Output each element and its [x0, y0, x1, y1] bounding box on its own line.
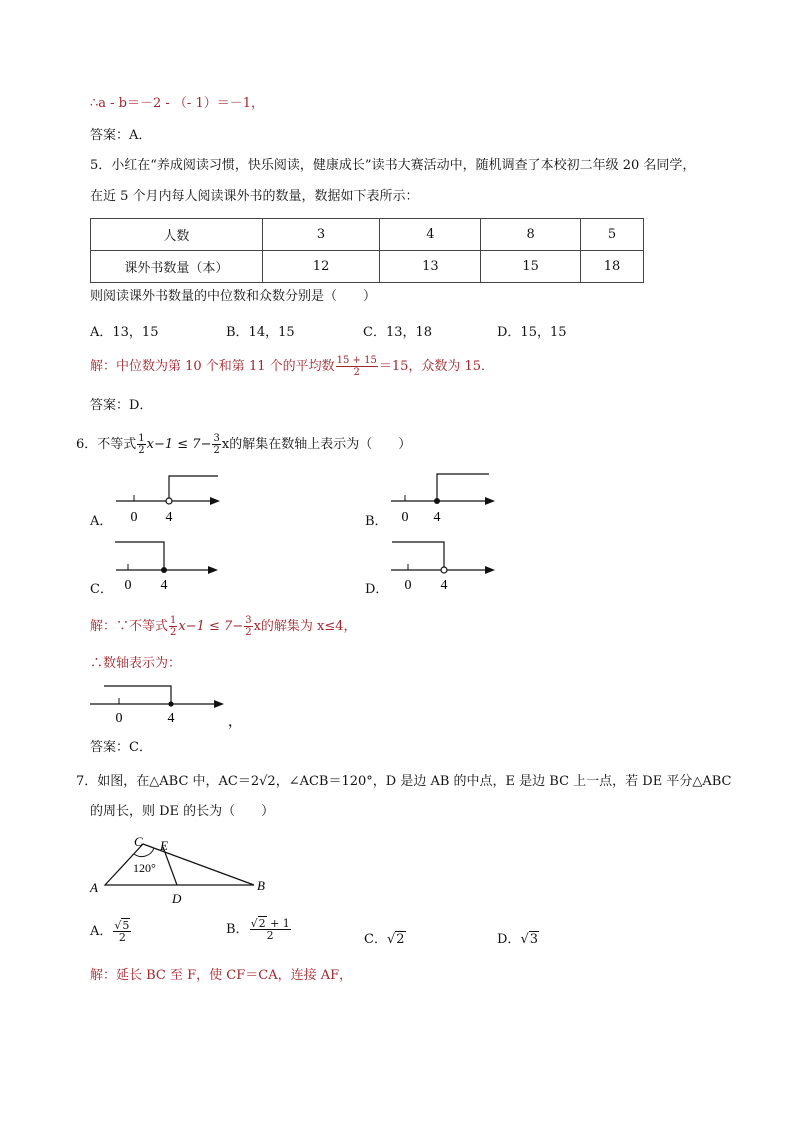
- tick-label-0: 0: [115, 711, 123, 726]
- q6-option-a-label[interactable]: A．: [90, 514, 113, 529]
- q6-stem-pre: 6．不等式: [76, 437, 137, 452]
- radicand: 3: [529, 932, 539, 947]
- radicand: 5: [122, 919, 130, 932]
- option-fraction: $\frac{√5}{2}$: [114, 919, 130, 944]
- q6-solution-post: x的解集为 x≤4，: [253, 619, 357, 634]
- vertex-label-c: C: [134, 834, 143, 849]
- table-cell: 18: [581, 251, 644, 283]
- q6-option-c-label[interactable]: C．: [90, 582, 113, 597]
- fraction-numerator: 15 + 15: [336, 355, 377, 366]
- fraction-denominator: 2: [245, 627, 252, 638]
- fraction-numerator: 1: [170, 615, 177, 626]
- tick-label-4: 4: [165, 510, 173, 525]
- q6-stem-post: x的解集在数轴上表示为（ ）: [221, 437, 412, 452]
- table-cell: 12: [262, 251, 380, 283]
- prev-solution-line: ∴a - b＝－2 - （- 1）＝－1，: [90, 96, 264, 111]
- q5-answer: 答案：D．: [90, 398, 153, 413]
- tick-label-0: 0: [124, 578, 132, 593]
- q6-solution-fraction-2: [244, 615, 252, 638]
- radicand: 2: [258, 917, 266, 930]
- q7-stem-line1: 7．如图，在△ABC 中，AC＝2√2，∠ACB＝120°，D 是边 AB 的中点，E 是边 BC 上一点，若 DE 平分△ABC: [76, 774, 732, 789]
- q6-solution-fraction-1: [169, 615, 177, 638]
- table-cell: 8: [481, 219, 581, 251]
- fraction-denominator: 2: [353, 367, 360, 378]
- point-label-e: E: [160, 838, 168, 853]
- q5-question: 则阅读课外书数量的中位数和众数分别是（ ）: [90, 289, 377, 304]
- q7-option-d[interactable]: D．√3: [497, 932, 539, 947]
- fraction-denominator: 2: [266, 929, 274, 942]
- vertex-label-b: B: [257, 878, 265, 893]
- tick-label-0: 0: [130, 510, 138, 525]
- q6-option-d-label[interactable]: D．: [365, 582, 389, 597]
- q6-stem: [76, 430, 411, 460]
- tick-label-0: 0: [404, 578, 412, 593]
- q6-solution-pre: 解：∵不等式: [90, 619, 169, 634]
- q6-solution-numberline: [88, 680, 242, 730]
- point-label-d: D: [172, 891, 182, 906]
- fraction-denominator: 2: [170, 627, 177, 638]
- table-cell: 4: [380, 219, 481, 251]
- option-label: B．: [226, 922, 249, 937]
- q6-stem-mid: x−1 ≤ 7−: [146, 437, 212, 452]
- q6-option-c-numberline[interactable]: [110, 536, 225, 596]
- q5-data-table: [90, 218, 644, 283]
- q5-stem-line1: 5．小红在“养成阅读习惯，快乐阅读，健康成长”读书大赛活动中，随机调查了本校初二年级 20 名同学，: [90, 158, 696, 173]
- table-cell: 人数: [91, 219, 263, 251]
- q5-option-d[interactable]: D．15，15: [497, 325, 567, 340]
- q6-option-a-numberline[interactable]: [110, 468, 225, 528]
- radicand: 2: [396, 932, 405, 947]
- option-fraction: $\frac{√2 + 1}{2}$: [250, 917, 290, 942]
- q6-option-b-label[interactable]: B．: [365, 514, 388, 529]
- table-cell: 5: [581, 219, 644, 251]
- q7-option-b[interactable]: [226, 918, 292, 941]
- q7-solution: 解：延长 BC 至 F，使 CF＝CA，连接 AF，: [90, 968, 353, 983]
- q7-stem-line2: 的周长，则 DE 的长为（ ）: [90, 804, 275, 819]
- fraction-numerator: 3: [245, 615, 252, 626]
- tick-label-4: 4: [433, 510, 441, 525]
- table-cell: 13: [380, 251, 481, 283]
- table-cell: 课外书数量（本）: [91, 251, 263, 283]
- option-label: C．: [364, 932, 387, 947]
- q5-solution-post: ＝15，众数为 15．: [378, 359, 495, 374]
- q6-solution-line2: ∴数轴表示为：: [90, 656, 182, 671]
- tick-label-4: 4: [167, 711, 175, 726]
- q7-option-c[interactable]: C．√2: [364, 932, 405, 947]
- q6-solution-mid: x−1 ≤ 7−: [178, 619, 244, 634]
- plus-term: + 1: [270, 917, 290, 930]
- fraction-denominator: 2: [138, 445, 145, 456]
- fraction-denominator: 2: [118, 931, 126, 944]
- q6-option-b-numberline[interactable]: [385, 468, 500, 528]
- q6-fraction-1: [137, 433, 145, 456]
- table-row: [91, 251, 644, 283]
- angle-label: 120°: [133, 861, 156, 875]
- q6-option-d-numberline[interactable]: [385, 536, 500, 596]
- tick-label-4: 4: [160, 578, 168, 593]
- table-cell: 3: [262, 219, 380, 251]
- q5-solution-pre: 解：中位数为第 10 个和第 11 个的平均数: [90, 359, 335, 374]
- q5-stem-line2: 在近 5 个月内每人阅读课外书的数量，数据如下表所示：: [90, 189, 419, 204]
- option-label: A．: [90, 924, 113, 939]
- q7-option-a[interactable]: [90, 920, 132, 943]
- option-label: D．: [497, 932, 521, 947]
- q7-triangle-figure: [86, 830, 276, 910]
- tick-label-0: 0: [401, 510, 409, 525]
- q5-solution-fraction: [336, 355, 378, 378]
- q6-solution: [90, 612, 357, 642]
- table-row: [91, 219, 644, 251]
- tick-label-4: 4: [440, 578, 448, 593]
- fraction-numerator: 1: [138, 433, 145, 444]
- fraction-denominator: 2: [213, 445, 220, 456]
- q5-option-c[interactable]: C．13，18: [363, 325, 433, 340]
- q5-option-a[interactable]: A．13，15: [90, 325, 159, 340]
- fraction-numerator: 3: [213, 433, 220, 444]
- q6-answer: 答案：C．: [90, 740, 152, 755]
- numberline-comma: ，: [228, 715, 242, 730]
- prev-answer: 答案：A．: [90, 128, 152, 143]
- table-cell: 15: [481, 251, 581, 283]
- q5-solution: [90, 352, 494, 382]
- q5-option-b[interactable]: B．14，15: [226, 325, 295, 340]
- vertex-label-a: A: [90, 880, 98, 895]
- q6-fraction-2: [212, 433, 220, 456]
